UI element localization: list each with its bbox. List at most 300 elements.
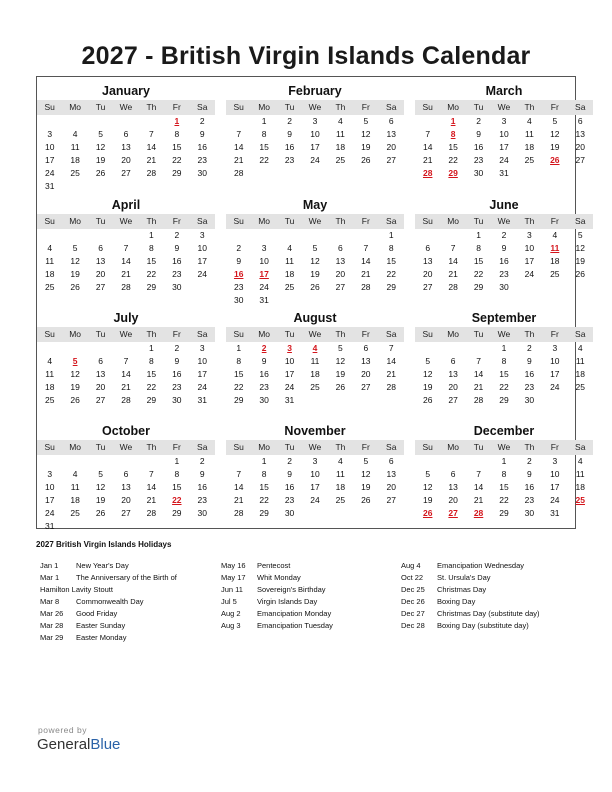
- weekday-label: We: [308, 216, 322, 226]
- weekday-label: Th: [335, 442, 346, 452]
- day-cell: 30: [473, 168, 484, 178]
- day-cell: [302, 294, 327, 307]
- day-cell: 29: [259, 508, 269, 518]
- day-cell: 26: [95, 168, 106, 178]
- day-cell: 25: [524, 155, 535, 165]
- day-cell: 4: [527, 116, 532, 126]
- holidays-title: 2027 British Virgin Islands Holidays: [36, 540, 172, 549]
- holiday-date: Mar 1: [40, 573, 60, 582]
- week-row: [226, 494, 404, 507]
- weekday-label: Tu: [473, 216, 484, 226]
- weekday-label: Sa: [575, 102, 586, 112]
- day-cell: 6: [338, 243, 343, 253]
- holiday-name: Easter Monday: [76, 633, 127, 642]
- holiday-day: 28: [422, 168, 433, 178]
- week-row: [415, 154, 593, 167]
- weekday-label: Fr: [172, 216, 181, 226]
- day-cell: 6: [98, 356, 103, 366]
- day-cell: 10: [44, 482, 55, 492]
- holiday-item: [40, 584, 177, 596]
- day-cell: 9: [174, 356, 180, 366]
- day-cell: 24: [499, 155, 509, 165]
- weekday-label: Mo: [69, 102, 82, 112]
- day-cell: 20: [575, 142, 585, 152]
- day-cell: 15: [499, 482, 509, 492]
- day-cell: [37, 342, 62, 355]
- week-row: [37, 115, 215, 128]
- day-cell: 31: [550, 508, 560, 518]
- day-cell: 27: [335, 282, 346, 292]
- day-cell: 16: [473, 142, 484, 152]
- day-cell: 20: [95, 382, 106, 392]
- day-cell: 7: [123, 243, 129, 253]
- weekday-label: Th: [335, 102, 346, 112]
- day-cell: 23: [172, 269, 182, 279]
- day-cell: 12: [95, 482, 106, 492]
- day-cell: 31: [44, 181, 55, 191]
- day-cell: 15: [473, 256, 484, 266]
- month-name: January: [102, 84, 150, 98]
- day-cell: 24: [550, 382, 560, 392]
- day-cell: 5: [312, 243, 318, 253]
- day-cell: 21: [448, 269, 458, 279]
- day-cell: 15: [259, 482, 269, 492]
- week-row: [226, 381, 404, 394]
- day-cell: 21: [473, 382, 484, 392]
- day-cell: [379, 507, 404, 520]
- day-cell: [353, 394, 378, 407]
- day-cell: 7: [425, 129, 431, 139]
- weekday-label: Fr: [361, 216, 370, 226]
- day-cell: [226, 229, 251, 242]
- day-cell: 10: [310, 469, 320, 479]
- weekday-label: Su: [422, 102, 433, 112]
- day-cell: 22: [499, 382, 509, 392]
- day-cell: 4: [47, 356, 53, 366]
- day-cell: 3: [312, 116, 318, 126]
- day-cell: 27: [422, 282, 433, 292]
- holiday-item: [221, 584, 333, 596]
- holiday-date: Dec 25: [401, 585, 425, 594]
- week-row: [37, 281, 215, 294]
- day-cell: 18: [44, 269, 55, 279]
- day-cell: [190, 281, 215, 294]
- day-cell: 18: [44, 382, 55, 392]
- holiday-day: 3: [287, 343, 292, 353]
- month-name: December: [473, 424, 535, 438]
- weekday-label: Tu: [95, 442, 106, 452]
- weekday-label: Tu: [473, 102, 484, 112]
- day-cell: 23: [233, 282, 244, 292]
- week-row: [415, 255, 593, 268]
- day-cell: 2: [199, 456, 205, 466]
- weekday-label: Mo: [447, 216, 460, 226]
- day-cell: 6: [425, 243, 431, 253]
- week-row: [415, 455, 593, 468]
- day-cell: 18: [575, 369, 585, 379]
- holiday-date: Oct 22: [401, 573, 424, 582]
- week-row: [415, 115, 593, 128]
- day-cell: 21: [146, 155, 157, 165]
- day-cell: 23: [499, 269, 509, 279]
- week-row: [415, 355, 593, 368]
- day-cell: 13: [335, 256, 346, 266]
- weekday-label: Th: [335, 329, 346, 339]
- day-cell: [302, 507, 327, 520]
- holiday-name: Hamilton Lavity Stoutt: [40, 585, 113, 594]
- week-row: [37, 394, 215, 407]
- day-cell: 18: [284, 269, 295, 279]
- holiday-day: 1: [174, 116, 180, 126]
- week-row: [226, 115, 404, 128]
- weekday-label: Su: [233, 329, 244, 339]
- holiday-day: 8: [450, 129, 456, 139]
- day-cell: [466, 342, 491, 355]
- day-cell: 18: [524, 142, 535, 152]
- day-cell: 8: [501, 469, 507, 479]
- weekday-label: Su: [422, 329, 433, 339]
- holiday-day: 17: [259, 269, 269, 279]
- day-cell: 19: [422, 495, 433, 505]
- day-cell: 8: [174, 469, 180, 479]
- holiday-day: 22: [172, 495, 182, 505]
- weekday-label: We: [119, 329, 133, 339]
- day-cell: 12: [361, 129, 371, 139]
- week-row: [37, 255, 215, 268]
- day-cell: 5: [338, 343, 343, 353]
- holiday-item: [221, 572, 333, 584]
- day-cell: 25: [335, 155, 346, 165]
- week-row: [37, 128, 215, 141]
- day-cell: [328, 507, 353, 520]
- day-cell: 4: [338, 116, 343, 126]
- day-cell: 8: [149, 356, 154, 366]
- weekday-label: Mo: [258, 442, 271, 452]
- weekday-header: [415, 440, 593, 455]
- weekday-header: [226, 214, 404, 229]
- day-cell: 9: [174, 243, 180, 253]
- holiday-date: May 17: [221, 573, 246, 582]
- day-cell: 22: [172, 155, 182, 165]
- day-cell: 3: [261, 243, 267, 253]
- day-cell: 31: [197, 395, 207, 405]
- week-row: [226, 294, 404, 307]
- day-cell: 9: [287, 469, 292, 479]
- holiday-day: 26: [550, 155, 560, 165]
- day-cell: 31: [44, 521, 55, 531]
- day-cell: 29: [233, 395, 244, 405]
- week-row: [415, 167, 593, 180]
- day-cell: [88, 520, 113, 533]
- day-cell: 5: [552, 116, 558, 126]
- month-name: April: [111, 198, 141, 212]
- day-cell: 13: [575, 129, 585, 139]
- day-cell: 31: [284, 395, 295, 405]
- holiday-name: Boxing Day (substitute day): [437, 621, 529, 630]
- day-cell: 19: [422, 382, 433, 392]
- day-cell: 7: [149, 129, 154, 139]
- week-row: [226, 154, 404, 167]
- day-cell: 27: [121, 168, 131, 178]
- day-cell: 1: [261, 456, 267, 466]
- day-cell: 14: [361, 256, 371, 266]
- day-cell: 10: [44, 142, 55, 152]
- day-cell: 2: [476, 116, 481, 126]
- day-cell: 2: [287, 116, 292, 126]
- day-cell: [113, 180, 138, 193]
- day-cell: 5: [577, 230, 583, 240]
- day-cell: 30: [499, 282, 509, 292]
- day-cell: [568, 167, 593, 180]
- month-january: [37, 83, 215, 193]
- weekday-label: We: [497, 329, 511, 339]
- day-cell: 29: [499, 395, 509, 405]
- week-row: [226, 242, 404, 255]
- day-cell: 1: [261, 116, 267, 126]
- week-row: [415, 394, 593, 407]
- day-cell: 30: [259, 395, 269, 405]
- day-cell: 28: [473, 395, 484, 405]
- day-cell: 18: [310, 369, 320, 379]
- day-cell: [328, 167, 353, 180]
- month-february: [226, 83, 404, 180]
- holiday-day: 1: [450, 116, 456, 126]
- holiday-day: 27: [448, 508, 458, 518]
- day-cell: 23: [259, 382, 269, 392]
- day-cell: 14: [448, 256, 458, 266]
- day-cell: [88, 455, 113, 468]
- week-row: [37, 167, 215, 180]
- day-cell: 13: [95, 256, 106, 266]
- weekday-label: Mo: [447, 329, 460, 339]
- day-cell: [113, 115, 138, 128]
- day-cell: 20: [422, 269, 433, 279]
- day-cell: 14: [233, 142, 244, 152]
- day-cell: 21: [361, 269, 371, 279]
- day-cell: 3: [552, 343, 558, 353]
- day-cell: 11: [335, 469, 345, 479]
- week-row: [226, 368, 404, 381]
- day-cell: 17: [310, 142, 320, 152]
- weekday-label: Su: [422, 442, 433, 452]
- day-cell: [113, 229, 138, 242]
- weekday-label: Mo: [447, 442, 460, 452]
- day-cell: 1: [388, 230, 394, 240]
- day-cell: 3: [199, 343, 205, 353]
- day-cell: 6: [123, 129, 129, 139]
- weekday-label: Mo: [258, 329, 271, 339]
- weekday-label: We: [497, 216, 511, 226]
- week-row: [37, 154, 215, 167]
- weekday-label: Su: [233, 442, 244, 452]
- day-cell: 1: [501, 343, 507, 353]
- day-cell: 22: [259, 495, 269, 505]
- day-cell: 7: [450, 243, 456, 253]
- month-name: March: [485, 84, 523, 98]
- day-cell: 12: [310, 256, 320, 266]
- day-cell: 18: [70, 495, 80, 505]
- day-cell: 5: [72, 243, 78, 253]
- month-july: [37, 310, 215, 407]
- weekday-label: Th: [146, 102, 157, 112]
- day-cell: 20: [448, 382, 458, 392]
- day-cell: [88, 180, 113, 193]
- day-cell: 3: [47, 469, 53, 479]
- holiday-item: [40, 608, 177, 620]
- day-cell: 8: [261, 469, 267, 479]
- week-row: [37, 141, 215, 154]
- day-cell: 10: [197, 243, 207, 253]
- day-cell: 22: [146, 269, 157, 279]
- holiday-day: 2: [261, 343, 267, 353]
- day-cell: [139, 520, 164, 533]
- weekday-label: Su: [44, 442, 55, 452]
- day-cell: 2: [236, 243, 242, 253]
- brand-general: General: [37, 736, 91, 753]
- week-row: [226, 128, 404, 141]
- day-cell: 5: [425, 469, 431, 479]
- week-row: [37, 381, 215, 394]
- day-cell: 2: [527, 343, 532, 353]
- holiday-date: Dec 27: [401, 609, 425, 618]
- week-row: [415, 342, 593, 355]
- day-cell: 23: [197, 155, 207, 165]
- day-cell: 2: [501, 230, 507, 240]
- day-cell: 28: [386, 382, 396, 392]
- day-cell: 26: [95, 508, 106, 518]
- day-cell: 6: [450, 469, 456, 479]
- day-cell: [415, 229, 440, 242]
- holiday-item: [221, 560, 333, 572]
- week-row: [226, 167, 404, 180]
- day-cell: 21: [233, 155, 244, 165]
- day-cell: 24: [197, 382, 207, 392]
- day-cell: 30: [284, 508, 295, 518]
- day-cell: 7: [236, 469, 242, 479]
- day-cell: 14: [386, 356, 396, 366]
- day-cell: [328, 394, 353, 407]
- weekday-header: [226, 100, 404, 115]
- day-cell: 29: [172, 508, 182, 518]
- brand-logo: [37, 736, 120, 753]
- day-cell: [517, 167, 542, 180]
- day-cell: 16: [524, 369, 535, 379]
- holiday-column: [401, 560, 540, 632]
- day-cell: [277, 229, 302, 242]
- holiday-date: Mar 29: [40, 633, 64, 642]
- week-row: [37, 481, 215, 494]
- day-cell: 2: [174, 343, 180, 353]
- day-cell: 4: [47, 243, 53, 253]
- holiday-name: Boxing Day: [437, 597, 476, 606]
- week-row: [226, 468, 404, 481]
- day-cell: [62, 115, 87, 128]
- day-cell: 16: [259, 369, 269, 379]
- week-row: [226, 481, 404, 494]
- holiday-item: [401, 584, 540, 596]
- day-cell: 16: [172, 369, 182, 379]
- day-cell: 30: [524, 508, 535, 518]
- weekday-label: Tu: [284, 329, 295, 339]
- day-cell: 2: [527, 456, 532, 466]
- powered-by-text: powered by: [38, 725, 87, 735]
- day-cell: [113, 342, 138, 355]
- day-cell: 24: [197, 269, 207, 279]
- week-row: [226, 507, 404, 520]
- day-cell: 3: [527, 230, 532, 240]
- holiday-item: [401, 572, 540, 584]
- month-april: [37, 197, 215, 294]
- day-cell: [251, 167, 276, 180]
- day-cell: 18: [335, 482, 346, 492]
- day-cell: 13: [448, 482, 458, 492]
- week-row: [37, 468, 215, 481]
- day-cell: 12: [422, 482, 433, 492]
- day-cell: 28: [146, 508, 157, 518]
- week-row: [37, 494, 215, 507]
- week-row: [226, 141, 404, 154]
- day-cell: 5: [363, 456, 369, 466]
- holiday-date: Aug 4: [401, 561, 421, 570]
- day-cell: 13: [386, 469, 396, 479]
- weekday-label: Fr: [550, 216, 559, 226]
- day-cell: 11: [45, 256, 55, 266]
- day-cell: 26: [310, 282, 320, 292]
- holiday-date: Dec 28: [401, 621, 425, 630]
- weekday-label: Sa: [575, 442, 586, 452]
- holiday-name: Emancipation Wednesday: [437, 561, 524, 570]
- weekday-header: [37, 327, 215, 342]
- day-cell: [542, 167, 567, 180]
- day-cell: 21: [386, 369, 396, 379]
- day-cell: 13: [95, 369, 106, 379]
- day-cell: 23: [284, 495, 295, 505]
- day-cell: 17: [197, 369, 207, 379]
- day-cell: [440, 229, 465, 242]
- day-cell: 22: [386, 269, 396, 279]
- day-cell: 1: [236, 343, 242, 353]
- day-cell: 15: [386, 256, 396, 266]
- week-row: [226, 268, 404, 281]
- day-cell: 16: [499, 256, 509, 266]
- week-row: [226, 394, 404, 407]
- month-name: July: [113, 311, 139, 325]
- day-cell: 14: [422, 142, 433, 152]
- weekday-label: Th: [335, 216, 346, 226]
- day-cell: [37, 229, 62, 242]
- day-cell: 13: [422, 256, 433, 266]
- day-cell: 15: [146, 256, 157, 266]
- month-december: [415, 423, 593, 520]
- day-cell: 4: [72, 469, 78, 479]
- day-cell: 12: [550, 129, 560, 139]
- day-cell: [88, 342, 113, 355]
- day-cell: 27: [386, 155, 396, 165]
- day-cell: 11: [285, 256, 294, 266]
- day-cell: 10: [259, 256, 269, 266]
- week-row: [415, 281, 593, 294]
- weekday-label: Sa: [197, 102, 208, 112]
- day-cell: 17: [524, 256, 535, 266]
- weekday-label: Sa: [197, 329, 208, 339]
- day-cell: 19: [550, 142, 560, 152]
- month-november: [226, 423, 404, 520]
- day-cell: [190, 520, 215, 533]
- weekday-label: Fr: [550, 102, 559, 112]
- day-cell: 27: [361, 382, 371, 392]
- weekday-label: Th: [146, 329, 157, 339]
- day-cell: 18: [575, 482, 585, 492]
